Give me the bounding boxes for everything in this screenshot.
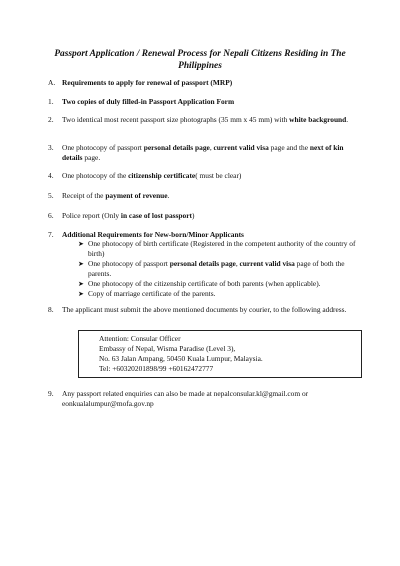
sub-item-2-end: page of both the parents. bbox=[88, 259, 345, 278]
item-4-bold: citizenship certificate bbox=[128, 171, 196, 180]
item-9-text: Any passport related enquiries can also be made at nepalconsular.kl@gmail.com or eonkualalumpur@mofa.gov.np bbox=[62, 389, 309, 408]
sub-item-3-text: One photocopy of the citizenship certificate of both parents (when applicable). bbox=[88, 279, 321, 288]
item-number: 2. bbox=[48, 115, 54, 124]
item-8 bbox=[48, 305, 362, 315]
item-3-bold-3: next of kin details bbox=[62, 143, 344, 162]
address-line-2: No. 63 Jalan Ampang, 50450 Kuala Lumpur, Malaysia. bbox=[99, 354, 263, 363]
item-5-bold: payment of revenue bbox=[105, 191, 168, 200]
item-3-bold-1: personal details page bbox=[143, 143, 210, 152]
arrow-bullet-icon: ➤ bbox=[78, 260, 84, 268]
item-4 bbox=[48, 171, 362, 181]
sub-item-3 bbox=[78, 279, 364, 289]
item-number: 4. bbox=[48, 171, 54, 180]
item-number: 7. bbox=[48, 230, 54, 239]
arrow-bullet-icon: ➤ bbox=[78, 290, 84, 298]
item-1-text: Two copies of duly filled-in Passport Application Form bbox=[62, 97, 235, 106]
page-title: Passport Application / Renewal Process for Nepali Citizens Residing in The Philippines bbox=[54, 49, 346, 71]
section-a-heading: Requirements to apply for renewal of passport (MRP) bbox=[62, 78, 233, 87]
address-attention: Attention: Consular Officer bbox=[99, 334, 181, 343]
item-7-heading: Additional Requirements for New-born/Minor Applicants bbox=[62, 230, 244, 239]
item-3-bold-2: current valid visa bbox=[213, 143, 269, 152]
sub-item-2-bold-2: current valid visa bbox=[239, 259, 295, 268]
item-4-text: One photocopy of the bbox=[62, 171, 129, 180]
sub-item-2-text: One photocopy of passport bbox=[88, 259, 170, 268]
item-8-text: The applicant must submit the above mentioned documents by courier, to the following address. bbox=[62, 305, 347, 314]
sub-item-1-text: One photocopy of birth certificate (Registered in the competent authority of the country of birth) bbox=[88, 239, 356, 258]
sub-item-2-bold-1: personal details page bbox=[169, 259, 236, 268]
sub-item-4 bbox=[78, 289, 364, 299]
item-6-text: Police report (Only bbox=[62, 211, 121, 220]
item-6-bold: in case of lost passport bbox=[120, 211, 192, 220]
sub-item-2-mid: , bbox=[235, 259, 240, 268]
sub-item-4-text: Copy of marriage certificate of the parents. bbox=[88, 289, 216, 298]
item-5 bbox=[48, 191, 362, 201]
item-4-end: ( must be clear) bbox=[195, 171, 242, 180]
sub-item-1 bbox=[78, 239, 364, 259]
item-3-mid-1: , bbox=[209, 143, 214, 152]
item-2-bold: white background bbox=[289, 115, 347, 124]
item-3-mid-2: page and the bbox=[268, 143, 310, 152]
address-tel: Tel: +60320201898/99 +60162472777 bbox=[99, 364, 214, 373]
item-6-end: ) bbox=[191, 211, 195, 220]
item-6 bbox=[48, 211, 362, 221]
item-2-text: Two identical most recent passport size photographs (35 mm x 45 mm) with bbox=[62, 115, 290, 124]
item-number: 8. bbox=[48, 305, 54, 314]
address-box bbox=[78, 330, 362, 378]
item-3-text: One photocopy of passport bbox=[62, 143, 144, 152]
arrow-bullet-icon: ➤ bbox=[78, 240, 84, 248]
item-2-end: . bbox=[346, 115, 349, 124]
item-number: 5. bbox=[48, 191, 54, 200]
item-number: 6. bbox=[48, 211, 54, 220]
item-number: 9. bbox=[48, 389, 54, 398]
item-3-end: page. bbox=[82, 153, 101, 162]
section-a bbox=[48, 78, 362, 88]
item-1 bbox=[48, 97, 362, 107]
item-5-text: Receipt of the bbox=[62, 191, 106, 200]
item-3 bbox=[48, 143, 362, 163]
item-9 bbox=[48, 389, 362, 409]
item-number: A. bbox=[48, 78, 56, 87]
address-line-1: Embassy of Nepal, Wisma Paradise (Level 3), bbox=[99, 344, 236, 353]
item-5-end: . bbox=[167, 191, 170, 200]
item-number: 1. bbox=[48, 97, 54, 106]
arrow-bullet-icon: ➤ bbox=[78, 280, 84, 288]
item-2 bbox=[48, 115, 362, 125]
sub-item-2 bbox=[78, 259, 364, 279]
item-number: 3. bbox=[48, 143, 54, 152]
